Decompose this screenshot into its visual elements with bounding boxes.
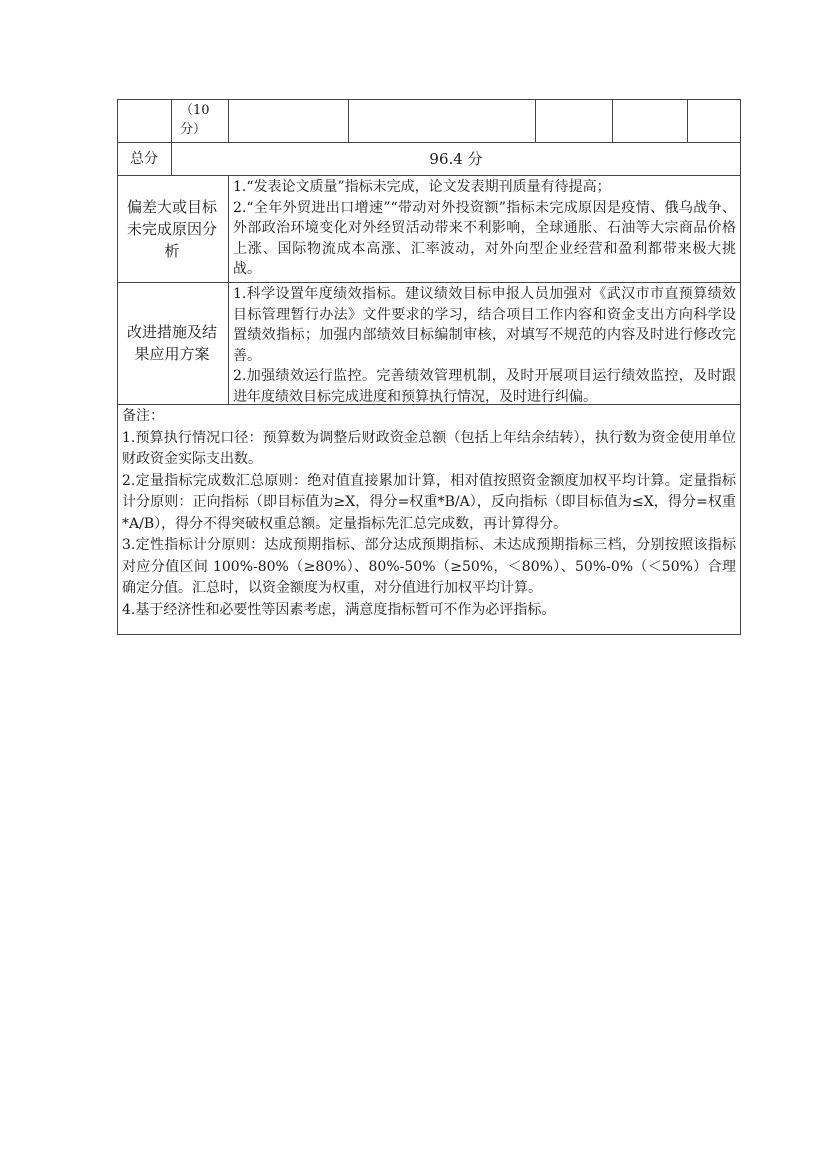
improvement-label: 改进措施及结果应用方案 (126, 323, 217, 363)
deviation-item: 2.“全年外贸进出口增速”“带动对外投资额”指标未完成原因是疫情、俄乌战争、外部政治环境变化对外经贸活动带来不利影响，全球通胀、石油等大宗商品价格上涨、国际物流成本高涨、汇率波动，对外向型企业经营和盈利都带来极大挑战。 (233, 199, 736, 277)
notes-title: 备注： (122, 408, 164, 424)
col-divider (535, 99, 536, 142)
notes (122, 406, 736, 621)
deviation-item: 1.“发表论文质量”指标未完成，论文发表期刊质量有待提高； (233, 179, 611, 195)
improvement-content (233, 284, 736, 407)
note-item: 2.定量指标完成数汇总原则：绝对值直接累加计算，相对值按照资金额度加权平均计算。定量指标计分原则：正向指标（即目标值为≥X，得分=权重*B/A），反向指标（即目标值为≤X，得分=权重*A/B），得分不得突破权重总额。定量指标先汇总完成数，再计算得分。 (122, 472, 736, 532)
total-label: 总分 (130, 150, 158, 167)
col-divider (171, 99, 172, 142)
note-item: 4.基于经济性和必要性等因素考虑，满意度指标暂可不作为必评指标。 (122, 601, 556, 618)
col-divider (612, 99, 613, 142)
col-divider (348, 99, 349, 142)
deviation-label: 偏差大或目标未完成原因分析 (126, 197, 217, 260)
score-note: （10 分） (180, 103, 210, 137)
deviation-content (233, 177, 736, 280)
improvement-item: 2.加强绩效运行监控。完善绩效管理机制，及时开展项目运行绩效监控，及时跟进年度绩效目标完成进度和预算执行情况，及时进行纠偏。 (233, 368, 736, 405)
col-divider (228, 175, 229, 404)
note-item: 1.预算执行情况口径：预算数为调整后财政资金总额（包括上年结余结转），执行数为资金使用单位财政资金实际支出数。 (122, 429, 736, 467)
col-divider (687, 99, 688, 142)
note-item: 3.定性指标计分原则：达成预期指标、部分达成预期指标、未达成预期指标三档，分别按照该指标对应分值区间 100%-80%（≥80%）、80%-50%（≥50%，＜80%）、50%-0%（＜50%）合理确定分值。汇总时，以资金额度为权重，对分值进行加权平均计算。 (122, 537, 736, 596)
col-divider (228, 99, 229, 142)
total-value: 96.4 分 (429, 149, 483, 168)
improvement-item: 1.科学设置年度绩效指标。建议绩效目标申报人员加强对《武汉市市直预算绩效目标管理暂行办法》文件要求的学习，结合项目工作内容和资金支出方向科学设置绩效指标；加强内部绩效目标编制审核，对填写不规范的内容及时进行修改完善。 (233, 286, 736, 364)
